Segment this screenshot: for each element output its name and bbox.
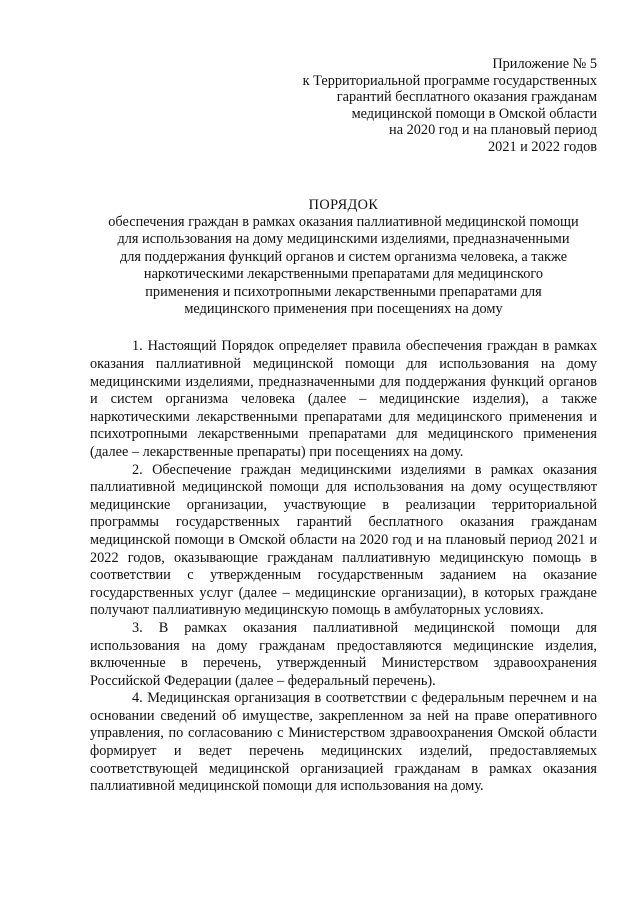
annex-line: 2021 и 2022 годов	[488, 138, 597, 155]
subtitle-line: обеспечения граждан в рамках оказания паллиативной медицинской помощи	[108, 213, 579, 230]
annex-header	[90, 56, 597, 156]
subtitle-line: медицинского применения при посещениях на дому	[184, 301, 503, 317]
document-body	[90, 338, 597, 795]
paragraph-1: 1. Настоящий Порядок определяет правила обеспечения граждан в рамках оказания паллиативной медицинской помощи для использования на дому медицинскими изделиями, предназначенными для поддержания функций органов и систем организма человека (далее – медицинские изделия), а также наркотическими лекарственными препаратами для медицинского применения и психотропными лекарственными препаратами для медицинского применения (далее – лекарственные препараты) при посещениях на дому.	[90, 338, 597, 460]
title-subtitle	[90, 214, 597, 318]
annex-line: медицинской помощи в Омской области	[351, 105, 597, 122]
paragraph-4: 4. Медицинская организация в соответствии с федеральным перечнем и на основании сведений об имуществе, закрепленном за ней на праве оперативного управления, по согласованию с Министерством здравоохранения Омской области формирует и ведет перечень медицинских изделий, предоставляемых соответствующей медицинской организацией гражданам в рамках оказания паллиативной медицинской помощи для использования на дому.	[90, 690, 597, 795]
annex-line: на 2020 год и на плановый период	[389, 122, 597, 139]
annex-line: гарантий бесплатного оказания гражданам	[336, 89, 597, 106]
document-title	[90, 197, 597, 319]
subtitle-line: для использования на дому медицинскими изделиями, предназначенными	[117, 231, 570, 248]
annex-line: к Территориальной программе государственных	[302, 72, 597, 89]
subtitle-line: для поддержания функций органов и систем организма человека, а также	[119, 248, 568, 265]
paragraph-3: 3. В рамках оказания паллиативной медицинской помощи для использования на дому гражданам предоставляются медицинские изделия, включенные в перечень, утвержденный Министерством здравоохранения Российской Федерации (далее – федеральный перечень).	[90, 619, 597, 689]
paragraph-2: 2. Обеспечение граждан медицинскими изделиями в рамках оказания паллиативной медицинской помощи для использования на дому осуществляют медицинские организации, участвующие в реализации территориальной программы государственных гарантий бесплатного оказания гражданам медицинской помощи в Омской области на 2020 год и на плановый период 2021 и 2022 годов, оказывающие гражданам паллиативную медицинскую помощь в соответствии с утвержденным государственным заданием на оказание государственных услуг (далее – медицинские организации), в которых граждане получают паллиативную медицинскую помощь в амбулаторных условиях.	[90, 461, 597, 619]
subtitle-line: применения и психотропными лекарственными препаратами для	[145, 283, 542, 300]
subtitle-line: наркотическими лекарственными препаратами для медицинского	[143, 266, 544, 283]
annex-line: Приложение № 5	[492, 56, 597, 72]
title-heading: ПОРЯДОК	[308, 196, 379, 213]
